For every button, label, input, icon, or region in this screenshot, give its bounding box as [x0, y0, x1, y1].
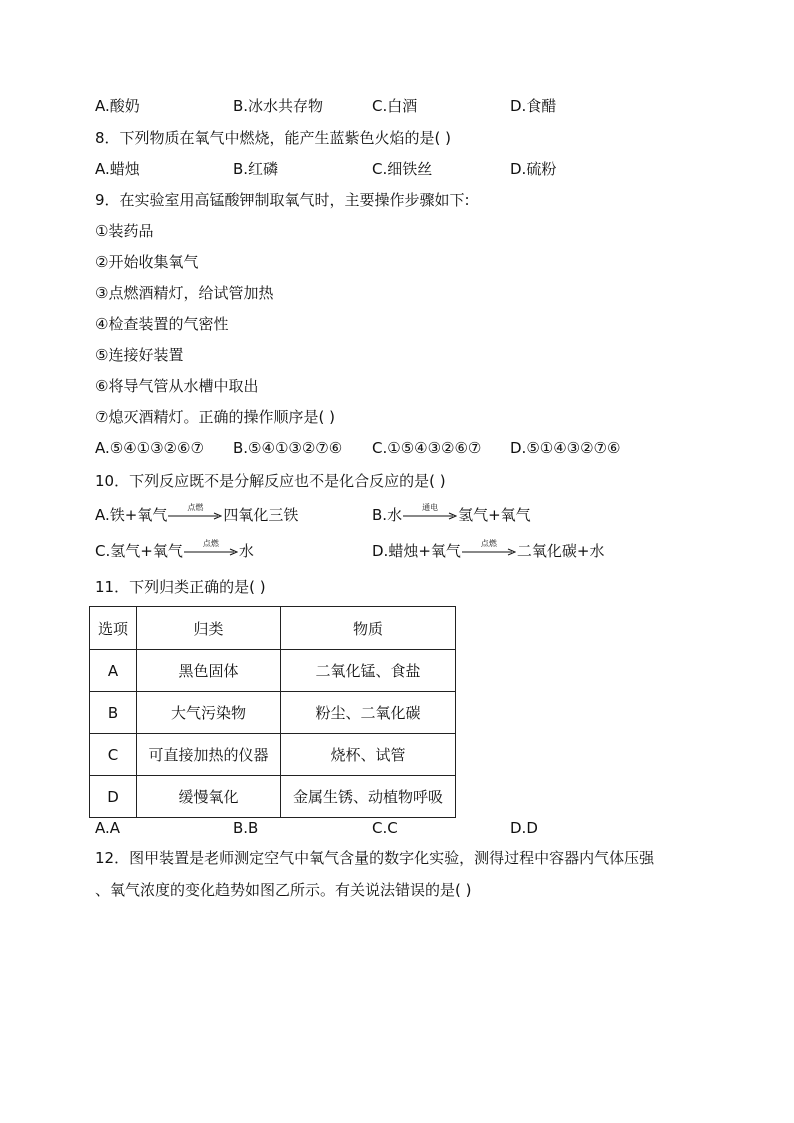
q10-option-a-label: A. — [95, 506, 110, 524]
table-row — [90, 734, 456, 776]
q10-option-a-reactants: 铁+氧气 — [109, 506, 168, 524]
table-cell: A — [90, 650, 137, 692]
q10-option-b-label: B. — [372, 506, 388, 524]
q8-option-b: B.红磷 — [233, 160, 279, 178]
q10-option-a — [95, 505, 298, 525]
q10-option-c — [95, 541, 254, 561]
q9-step-5: ⑤连接好装置 — [95, 346, 184, 364]
q11-option-c: C.C — [372, 819, 398, 837]
q7-option-d: D.食醋 — [510, 97, 557, 115]
q10-option-d-reactants: 蜡烛+氧气 — [388, 542, 461, 560]
q7-option-c: C.白酒 — [372, 97, 418, 115]
q7-option-a: A.酸奶 — [95, 97, 140, 115]
table-cell: 烧杯、试管 — [281, 734, 456, 776]
q9-step-4: ④检查装置的气密性 — [95, 315, 229, 333]
q10-option-b — [372, 505, 531, 525]
table-cell: 大气污染物 — [137, 692, 281, 734]
q10-option-c-condition: 点燃 — [202, 539, 219, 548]
table-cell: B — [90, 692, 137, 734]
table-cell: 可直接加热的仪器 — [137, 734, 281, 776]
q9-option-d: D.⑤①④③②⑦⑥ — [510, 439, 621, 457]
q10-option-d — [372, 541, 604, 561]
q10-option-b-products: 氢气+氧气 — [458, 506, 531, 524]
q8-option-a: A.蜡烛 — [95, 160, 140, 178]
reaction-arrow-icon — [184, 541, 238, 561]
q11-stem: 11．下列归类正确的是( ) — [95, 578, 266, 596]
q9-option-c: C.①⑤④③②⑥⑦ — [372, 439, 482, 457]
table-cell: 二氧化锰、食盐 — [281, 650, 456, 692]
table-row — [90, 692, 456, 734]
q12-stem-line2: 、氧气浓度的变化趋势如图乙所示。有关说法错误的是( ) — [95, 881, 472, 899]
q10-option-d-condition: 点燃 — [480, 539, 497, 548]
reaction-arrow-icon — [403, 505, 457, 525]
q10-option-c-label: C. — [95, 542, 111, 560]
classification-table — [89, 606, 456, 818]
q8-option-d: D.硫粉 — [510, 160, 557, 178]
q12-stem-line1: 12．图甲装置是老师测定空气中氧气含量的数字化实验，测得过程中容器内气体压强 — [95, 849, 655, 867]
q9-option-a: A.⑤④①③②⑥⑦ — [95, 439, 204, 457]
q9-option-b: B.⑤④①③②⑦⑥ — [233, 439, 343, 457]
q9-step-2: ②开始收集氧气 — [95, 253, 199, 271]
q11-option-a: A.A — [95, 819, 121, 837]
q10-option-a-condition: 点燃 — [187, 503, 204, 512]
q10-option-b-condition: 通电 — [422, 503, 439, 512]
table-cell: 黑色固体 — [137, 650, 281, 692]
q10-stem: 10．下列反应既不是分解反应也不是化合反应的是( ) — [95, 472, 446, 490]
q11-option-d: D.D — [510, 819, 538, 837]
q10-option-c-reactants: 氢气+氧气 — [110, 542, 183, 560]
q7-option-b: B.冰水共存物 — [233, 97, 324, 115]
reaction-arrow-icon — [168, 505, 222, 525]
q9-step-1: ①装药品 — [95, 222, 154, 240]
table-header-cell: 选项 — [90, 607, 137, 650]
table-header-cell: 归类 — [137, 607, 281, 650]
q10-option-d-label: D. — [372, 542, 389, 560]
table-cell: D — [90, 776, 137, 818]
table-header-row — [90, 607, 456, 650]
q9-step-3: ③点燃酒精灯，给试管加热 — [95, 284, 274, 302]
q8-stem: 8．下列物质在氧气中燃烧，能产生蓝紫色火焰的是( ) — [95, 129, 452, 147]
table-cell: 粉尘、二氧化碳 — [281, 692, 456, 734]
table-row — [90, 776, 456, 818]
q9-step-6: ⑥将导气管从水槽中取出 — [95, 377, 259, 395]
table-cell: 缓慢氧化 — [137, 776, 281, 818]
q8-option-c: C.细铁丝 — [372, 160, 433, 178]
q10-option-b-reactants: 水 — [387, 506, 403, 524]
table-cell: C — [90, 734, 137, 776]
q9-step-7: ⑦熄灭酒精灯。正确的操作顺序是( ) — [95, 408, 335, 426]
q10-option-c-products: 水 — [238, 542, 254, 560]
q10-option-a-products: 四氧化三铁 — [223, 506, 299, 524]
table-cell: 金属生锈、动植物呼吸 — [281, 776, 456, 818]
q9-stem: 9．在实验室用高锰酸钾制取氧气时，主要操作步骤如下: — [95, 191, 470, 209]
q11-option-b: B.B — [233, 819, 259, 837]
q10-option-d-products: 二氧化碳+水 — [516, 542, 605, 560]
reaction-arrow-icon — [462, 541, 516, 561]
table-row — [90, 650, 456, 692]
table-header-cell: 物质 — [281, 607, 456, 650]
